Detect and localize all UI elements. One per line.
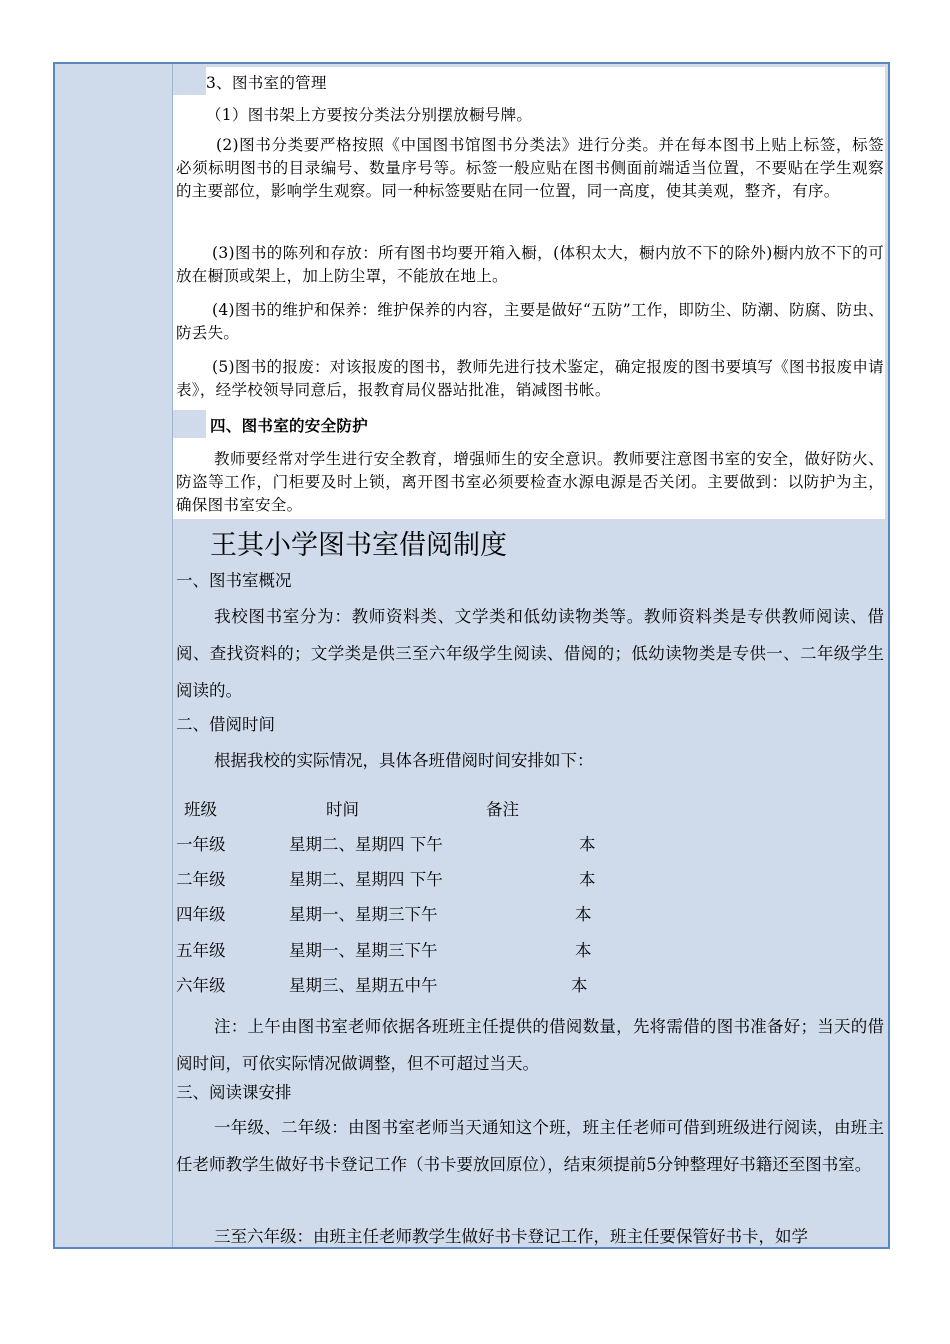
table-cell: 星期一、星期三下午 [289,905,438,924]
paragraph: 一年级、二年级：由图书室老师当天通知这个班，班主任老师可借到班级进行阅读，由班主任老师教学生做好书卡登记工作（书卡要放回原位），结束须提前5分钟整理好书籍还至图书室。 [176,1118,884,1174]
paragraph: (5)图书的报废：对该报废的图书，教师先进行技术鉴定，确定报废的图书要填写《图书报废申请表》，经学校领导同意后，报教育局仪器站批准，销减图书帐。 [176,358,884,399]
paragraph: (3)图书的陈列和存放：所有图书均要开箱入橱，(体积太大，橱内放不下的除外)橱内放不下的可放在橱顶或架上，加上防尘罩，不能放在地上。 [176,244,884,285]
table-header-row [176,796,876,826]
table-cell: 本 [571,976,588,995]
section-heading: 二、借阅时间 [176,715,275,734]
paragraph: (4)图书的维护和保养：维护保养的内容，主要是做好“五防”工作，即防尘、防潮、防腐、防虫、防丢失。 [176,301,884,342]
table-row [176,901,876,931]
table-cell: 本 [579,835,596,854]
document-title: 王其小学图书室借阅制度 [210,530,507,561]
table-cell: 星期二、星期四 下午 [289,870,443,889]
table-cell: 四年级 [176,905,226,924]
paragraph: 三至六年级：由班主任老师教学生做好书卡登记工作，班主任要保管好书卡，如学 [214,1227,808,1246]
table-cell: 星期一、星期三下午 [289,941,438,960]
table-cell: 本 [575,905,592,924]
table-cell: 本 [575,941,592,960]
paragraph: 根据我校的实际情况，具体各班借阅时间安排如下： [214,751,594,770]
section-heading: 三、阅读课安排 [176,1083,292,1102]
table-header: 班级 [184,800,217,819]
section-heading: 3、图书室的管理 [206,74,327,92]
table-row [176,831,876,861]
table-row [176,972,876,1002]
table-header: 备注 [486,800,519,819]
note-paragraph: 注：上午由图书室老师依据各班班主任提供的借阅数量，先将需借的图书准备好；当天的借阅时间，可依实际情况做调整，但不可超过当天。 [176,1017,884,1073]
table-row [176,866,876,896]
paragraph: 教师要经常对学生进行安全教育，增强师生的安全意识。教师要注意图书室的安全，做好防火、防盗等工作，门柜要及时上锁，离开图书室必须要检查水源电源是否关闭。主要做到：以防护为主，确保图书室安全。 [176,450,884,514]
table-cell: 一年级 [176,835,226,854]
section-heading: 四、图书室的安全防护 [210,416,369,435]
table-cell: 星期二、星期四 下午 [289,835,443,854]
paragraph: (2)图书分类要严格按照《中国图书馆图书分类法》进行分类。并在每本图书上贴上标签，标签必须标明图书的目录编号、数量序号等。标签一般应贴在图书侧面前端适当位置，不要贴在学生观察的主要部位，影响学生观察。同一种标签要贴在同一位置，同一高度，使其美观，整齐，有序。 [176,136,884,200]
paragraph: 我校图书室分为：教师资料类、文学类和低幼读物类等。教师资料类是专供教师阅读、借阅、查找资料的；文学类是供三至六年级学生阅读、借阅的；低幼读物类是专供一、二年级学生阅读的。 [176,607,884,700]
table-cell: 六年级 [176,976,226,995]
paragraph: （1）图书架上方要按分类法分别摆放橱号牌。 [206,106,533,124]
table-header: 时间 [326,800,359,819]
table-cell: 五年级 [176,941,226,960]
table-row [176,937,876,967]
table-cell: 本 [579,870,596,889]
section-heading: 一、图书室概况 [176,571,292,590]
table-cell: 二年级 [176,870,226,889]
table-cell: 星期三、星期五中午 [289,976,438,995]
